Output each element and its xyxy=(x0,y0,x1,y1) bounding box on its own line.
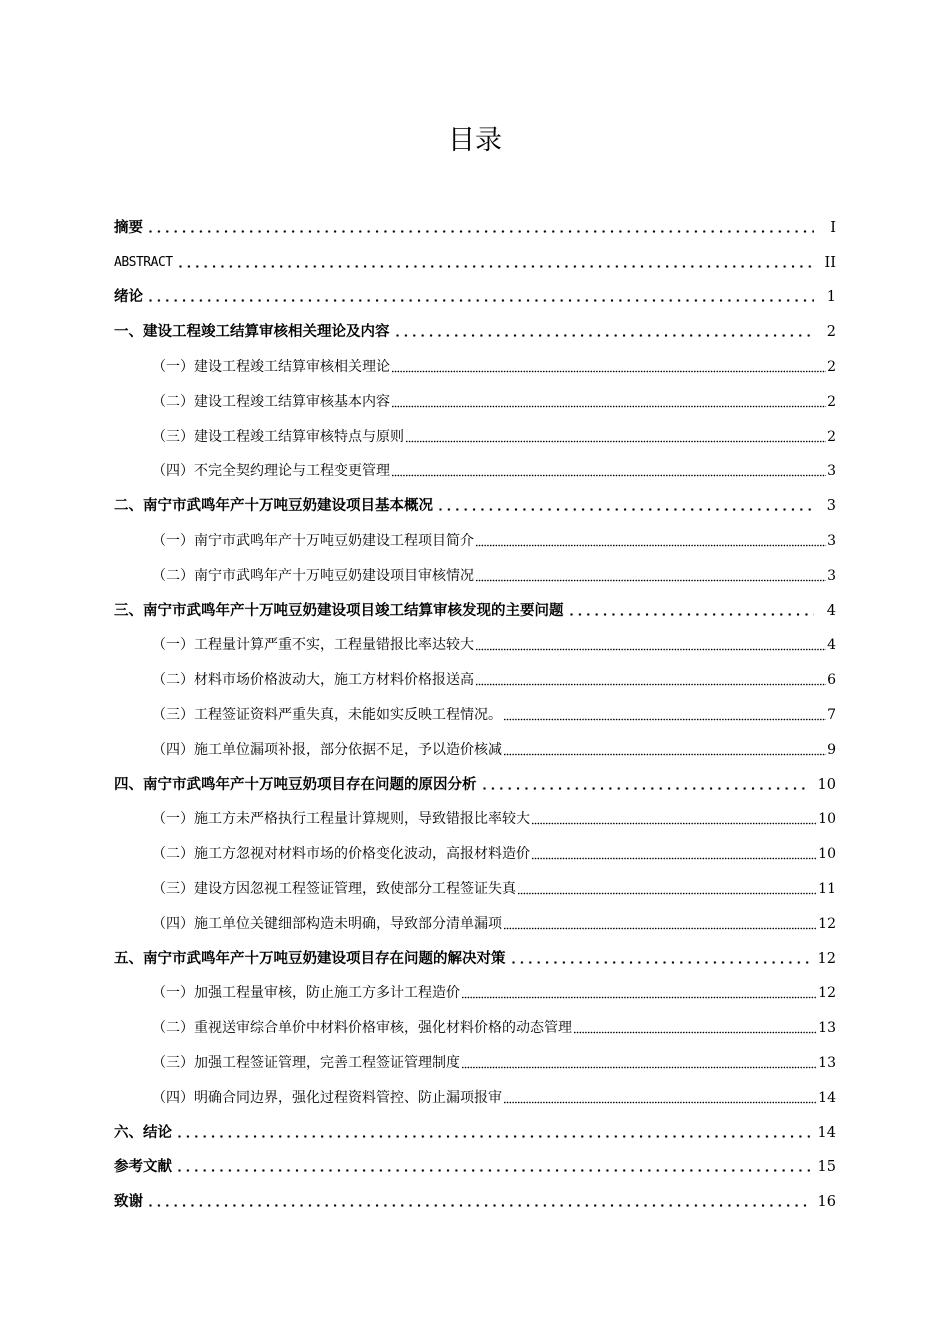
toc-entry-chapter[interactable] xyxy=(114,206,836,241)
toc-entry-section[interactable] xyxy=(114,1006,836,1041)
toc-page-number: 12 xyxy=(817,950,836,967)
toc-page-number: 3 xyxy=(827,532,836,549)
dot-leader xyxy=(396,333,815,338)
toc-entry-label: ABSTRACT xyxy=(114,254,173,270)
dot-leader xyxy=(439,507,814,512)
toc-page-number: 1 xyxy=(826,289,836,306)
toc-entry-label: （一）建设工程竣工结算审核相关理论 xyxy=(152,358,390,375)
toc-page-number: 13 xyxy=(818,1020,836,1037)
dot-leader xyxy=(392,474,826,477)
toc-entry-label: （二）南宁市武鸣年产十万吨豆奶建设项目审核情况 xyxy=(152,567,474,584)
toc-entry-label: （四）不完全契约理论与工程变更管理 xyxy=(152,463,390,480)
toc-page-number: 4 xyxy=(826,602,836,619)
dot-leader xyxy=(476,648,826,651)
toc-page-number: 12 xyxy=(818,915,836,932)
toc-page-number: 14 xyxy=(817,1124,836,1141)
toc-entry-chapter[interactable] xyxy=(114,937,836,972)
toc-page-number: II xyxy=(824,254,836,271)
toc-entry-label: 致谢 xyxy=(114,1193,143,1211)
dot-leader xyxy=(532,822,817,825)
dot-leader xyxy=(512,960,810,965)
toc-entry-label: 摘要 xyxy=(114,218,143,236)
dot-leader xyxy=(532,857,817,860)
toc-entry-section[interactable] xyxy=(114,728,836,763)
dot-leader xyxy=(504,753,826,756)
toc-entry-section[interactable] xyxy=(114,624,836,659)
toc-entry-label: （一）南宁市武鸣年产十万吨豆奶建设工程项目简介 xyxy=(152,532,474,549)
dot-leader xyxy=(149,229,814,234)
toc-page-number: 11 xyxy=(818,880,836,897)
dot-leader xyxy=(574,1031,817,1034)
toc-entry-label: （一）施工方未严格执行工程量计算规则，导致错报比率较大 xyxy=(152,811,530,828)
toc-page-number: 4 xyxy=(827,637,836,654)
toc-entry-section[interactable] xyxy=(114,1076,836,1111)
toc-page-number: 6 xyxy=(827,672,836,689)
toc-entry-label: 三、南宁市武鸣年产十万吨豆奶建设项目竣工结算审核发现的主要问题 xyxy=(114,601,564,619)
dot-leader xyxy=(476,579,826,582)
toc-entry-label: （三）建设方因忽视工程签证管理，致使部分工程签证失真 xyxy=(152,880,516,897)
toc-entry-label: （二）重视送审综合单价中材料价格审核，强化材料价格的动态管理 xyxy=(152,1020,572,1037)
toc-entry-section[interactable] xyxy=(114,450,836,485)
toc-entry-chapter[interactable] xyxy=(114,310,836,345)
dot-leader xyxy=(406,440,826,443)
toc-entry-label: （二）材料市场价格波动大，施工方材料价格报送高 xyxy=(152,672,474,689)
toc-entry-label: （四）明确合同边界，强化过程资料管控、防止漏项报审 xyxy=(152,1089,502,1106)
dot-leader xyxy=(570,612,815,617)
dot-leader xyxy=(462,996,817,999)
toc-entry-chapter[interactable] xyxy=(114,484,836,519)
toc-entry-chapter[interactable] xyxy=(114,763,836,798)
toc-entry-chapter[interactable] xyxy=(114,1146,836,1181)
toc-entry-section[interactable] xyxy=(114,415,836,450)
toc-entry-section[interactable] xyxy=(114,658,836,693)
toc-page-number: 13 xyxy=(818,1054,836,1071)
toc-entry-label: （一）工程量计算严重不实，工程量错报比率达较大 xyxy=(152,637,474,654)
toc-entry-label: （二）建设工程竣工结算审核基本内容 xyxy=(152,393,390,410)
dot-leader xyxy=(178,1168,810,1173)
toc-page-number: 3 xyxy=(827,463,836,480)
dot-leader xyxy=(392,405,826,408)
toc-entry-section[interactable] xyxy=(114,867,836,902)
toc-page-number: I xyxy=(830,219,836,236)
toc-page-number: 9 xyxy=(827,741,836,758)
toc-page-number: 16 xyxy=(817,1194,836,1211)
table-of-contents xyxy=(114,206,836,1215)
toc-page-number: 2 xyxy=(827,358,836,375)
toc-entry-label: （三）加强工程签证管理，完善工程签证管理制度 xyxy=(152,1054,460,1071)
toc-entry-section[interactable] xyxy=(114,693,836,728)
toc-entry-label: 五、南宁市武鸣年产十万吨豆奶建设项目存在问题的解决对策 xyxy=(114,949,506,967)
dot-leader xyxy=(504,1101,817,1104)
toc-entry-label: 一、建设工程竣工结算审核相关理论及内容 xyxy=(114,323,390,341)
toc-entry-label: （二）施工方忽视对材料市场的价格变化波动，高报材料造价 xyxy=(152,846,530,863)
toc-entry-label: 二、南宁市武鸣年产十万吨豆奶建设项目基本概况 xyxy=(114,497,433,515)
dot-leader xyxy=(483,786,810,791)
dot-leader xyxy=(149,298,814,303)
toc-entry-label: （四）施工单位漏项补报，部分依据不足，予以造价核减 xyxy=(152,741,502,758)
toc-entry-label: 四、南宁市武鸣年产十万吨豆奶项目存在问题的原因分析 xyxy=(114,775,477,793)
toc-entry-chapter[interactable] xyxy=(114,1180,836,1215)
dot-leader xyxy=(179,264,814,269)
toc-page-number: 10 xyxy=(818,846,836,863)
toc-entry-chapter[interactable] xyxy=(114,1111,836,1146)
toc-page-number: 2 xyxy=(827,428,836,445)
toc-page-number: 12 xyxy=(818,985,836,1002)
toc-entry-section[interactable] xyxy=(114,832,836,867)
toc-entry-label: 绪论 xyxy=(114,288,143,306)
toc-title: 目录 xyxy=(448,125,502,156)
toc-entry-section[interactable] xyxy=(114,554,836,589)
toc-page-number: 3 xyxy=(827,567,836,584)
dot-leader xyxy=(476,683,826,686)
toc-entry-section[interactable] xyxy=(114,1041,836,1076)
dot-leader xyxy=(149,1203,810,1208)
dot-leader xyxy=(504,927,817,930)
toc-entry-label: （四）施工单位关键细部构造未明确，导致部分清单漏项 xyxy=(152,915,502,932)
dot-leader xyxy=(504,718,826,721)
dot-leader xyxy=(518,892,817,895)
toc-entry-chapter[interactable] xyxy=(114,589,836,624)
toc-entry-section[interactable] xyxy=(114,380,836,415)
toc-page-number: 3 xyxy=(826,498,836,515)
toc-entry-section[interactable] xyxy=(114,902,836,937)
dot-leader xyxy=(462,1066,817,1069)
toc-page-number: 10 xyxy=(817,776,836,793)
toc-entry-label: 六、结论 xyxy=(114,1123,172,1141)
dot-leader xyxy=(392,370,826,373)
toc-page-number: 7 xyxy=(827,706,836,723)
toc-entry-section[interactable] xyxy=(114,798,836,833)
toc-page-number: 2 xyxy=(826,324,836,341)
toc-entry-section[interactable] xyxy=(114,345,836,380)
toc-page-number: 15 xyxy=(817,1159,836,1176)
dot-leader xyxy=(476,544,826,547)
toc-entry-label: （三）建设工程竣工结算审核特点与原则 xyxy=(152,428,404,445)
toc-page-number: 14 xyxy=(818,1089,836,1106)
toc-entry-label: 参考文献 xyxy=(114,1158,172,1176)
toc-page-number: 2 xyxy=(827,393,836,410)
toc-entry-section[interactable] xyxy=(114,519,836,554)
toc-entry-chapter[interactable] xyxy=(114,276,836,311)
dot-leader xyxy=(178,1134,810,1139)
toc-page-number: 10 xyxy=(818,811,836,828)
toc-entry-label: （一）加强工程量审核，防止施工方多计工程造价 xyxy=(152,985,460,1002)
toc-entry-chapter[interactable] xyxy=(114,241,836,276)
toc-entry-section[interactable] xyxy=(114,972,836,1007)
toc-entry-label: （三）工程签证资料严重失真，未能如实反映工程情况。 xyxy=(152,706,502,723)
